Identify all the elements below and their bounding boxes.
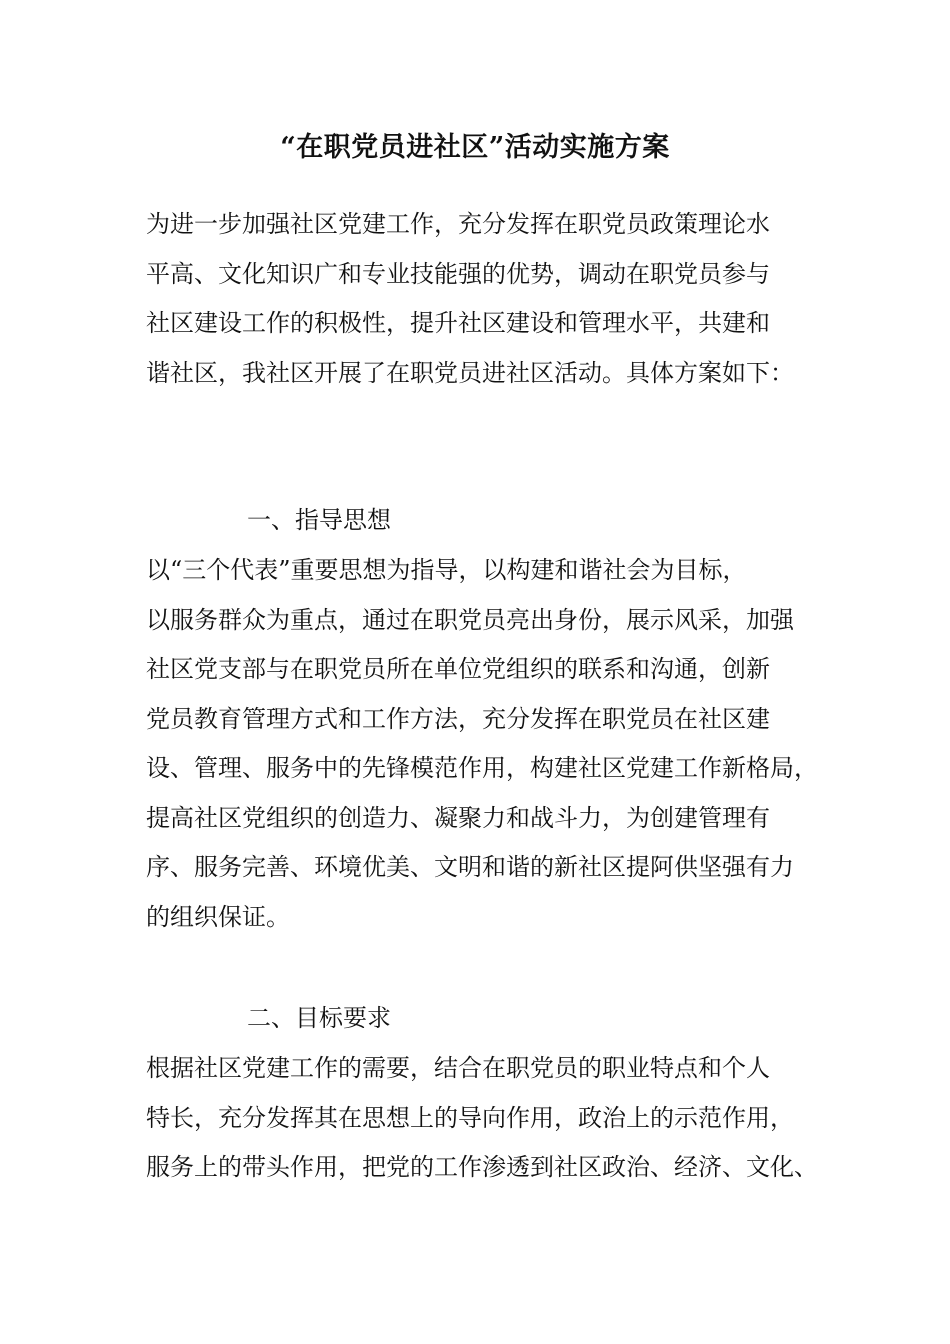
- paragraph-line: 根据社区党建工作的需要，结合在职党员的职业特点和个人: [146, 1054, 770, 1082]
- section-paragraph-goals-requirements: [146, 1044, 826, 1193]
- paragraph-line: 设、管理、服务中的先锋模范作用，构建社区党建工作新格局，: [146, 754, 818, 782]
- paragraph-line: 特长，充分发挥其在思想上的导向作用，政治上的示范作用，: [146, 1103, 794, 1132]
- paragraph-line: 的组织保证。: [146, 902, 290, 931]
- section-heading-guiding-ideology: 一、指导思想: [247, 506, 391, 534]
- intro-line: 谐社区，我社区开展了在职党员进社区活动。具体方案如下：: [146, 358, 794, 387]
- intro-line: 平高、文化知识广和专业技能强的优势，调动在职党员参与: [146, 259, 770, 288]
- paragraph-line: 服务上的带头作用，把党的工作渗透到社区政治、经济、文化、: [146, 1153, 818, 1181]
- intro-paragraph: [146, 200, 826, 398]
- paragraph-line: 以服务群众为重点，通过在职党员亮出身份，展示风采，加强: [146, 605, 794, 634]
- paragraph-line: 党员教育管理方式和工作方法，充分发挥在职党员在社区建: [146, 704, 770, 733]
- intro-line: 社区建设工作的积极性，提升社区建设和管理水平，共建和: [146, 309, 770, 337]
- paragraph-line: 社区党支部与在职党员所在单位党组织的联系和沟通，创新: [146, 655, 770, 683]
- paragraph-line: 序、服务完善、环境优美、文明和谐的新社区提阿供坚强有力: [146, 853, 794, 881]
- document-title: “在职党员进社区”活动实施方案: [280, 132, 670, 163]
- section-heading-goals-requirements: 二、目标要求: [247, 1004, 391, 1032]
- paragraph-line: 以“三个代表”重要思想为指导，以构建和谐社会为目标，: [146, 556, 747, 584]
- intro-line: 为进一步加强社区党建工作，充分发挥在职党员政策理论水: [146, 210, 770, 238]
- paragraph-line: 提高社区党组织的创造力、凝聚力和战斗力，为创建管理有: [146, 803, 770, 832]
- section-paragraph-guiding-ideology: [146, 546, 826, 942]
